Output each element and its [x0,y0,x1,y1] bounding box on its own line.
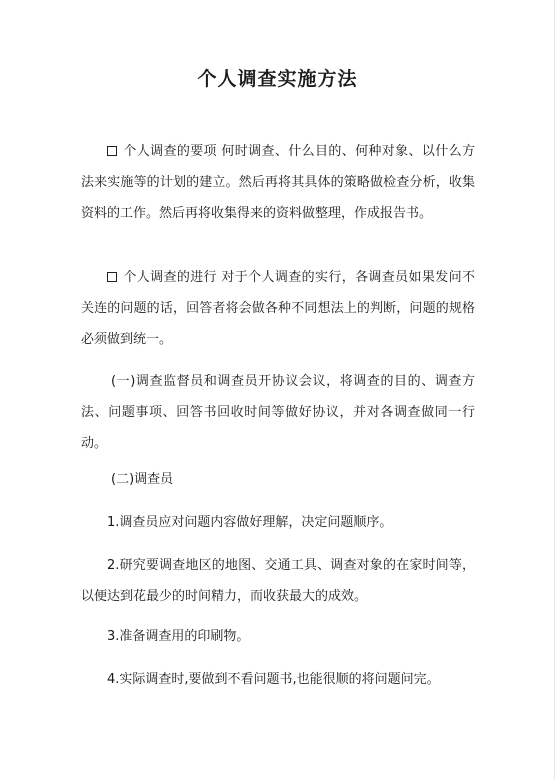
list-item-3 [81,621,475,652]
paragraph-text: 个人调查的要项 何时调查、什么目的、何种对象、以什么方法来实施等的计划的建立。然后再将其具体的策略做检查分析，收集资料的工作。然后再将收集得来的资料做整理，作成报告书。 [81,144,475,221]
paragraph-text: 2.研究要调查地区的地图、交通工具、调查对象的在家时间等，以便达到花最少的时间精力，而收获最大的成效。 [81,558,475,604]
list-item-2 [81,550,475,612]
document-title: 个人调查实施方法 [197,68,358,90]
paragraph-survey-essentials [81,136,475,229]
list-item-4 [81,664,481,695]
paragraph-text: 个人调查的进行 对于个人调查的实行，各调查员如果发问不关连的问题的话，回答者将会做各种不同想法上的判断，问题的规格必须做到统一。 [81,270,475,347]
paragraph-text: (二)调查员 [111,472,174,487]
paragraph-survey-execution [81,262,475,355]
list-item-1 [81,507,475,538]
paragraph-text: 4.实际调查时,要做到不看问题书,也能很顺的将问题问完。 [107,672,440,687]
paragraph-text: 3.准备调查用的印刷物。 [107,629,250,644]
paragraph-item-one [81,366,475,459]
paragraph-text: 1.调查员应对问题内容做好理解，决定问题顺序。 [107,515,393,530]
paragraph-item-two [81,464,475,495]
checkbox-square-icon [107,272,117,282]
checkbox-square-icon [107,146,117,156]
paragraph-text: (一)调查监督员和调查员开协议会议，将调查的目的、调查方法、问题事项、回答书回收时间等做好协议，并对各调查做同一行动。 [81,374,475,451]
